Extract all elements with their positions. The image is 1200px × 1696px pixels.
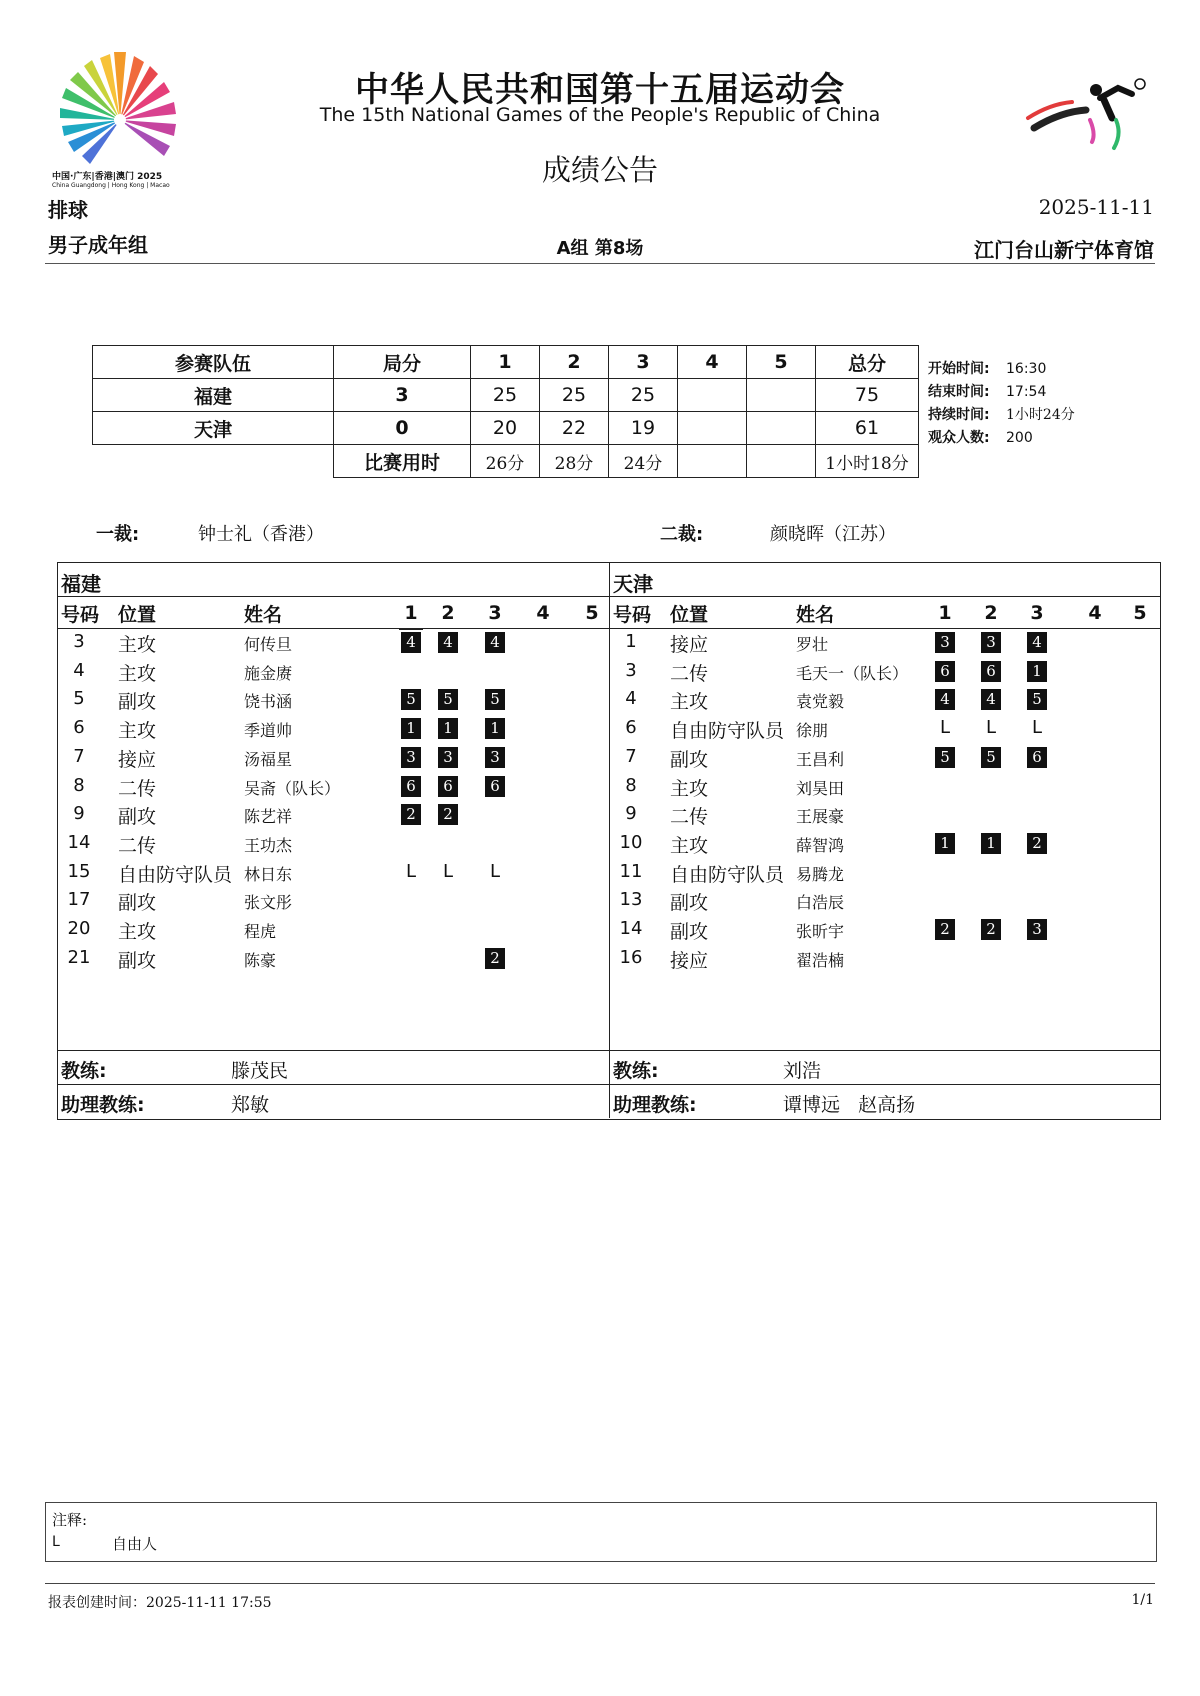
notes-label: 注释: bbox=[52, 1511, 88, 1529]
player-name: 陈艺祥 bbox=[244, 807, 293, 827]
report-date: 2025-11-11 bbox=[1038, 195, 1154, 219]
page-title-en: The 15th National Games of the People's Republic of China bbox=[319, 104, 881, 126]
logo-text-cn: 中国·广东|香港|澳门 2025 bbox=[52, 172, 163, 182]
player-number: 4 bbox=[625, 688, 637, 710]
col-header-set-4: 4 bbox=[1088, 602, 1102, 624]
player-row bbox=[57, 829, 609, 857]
set-score: 20 bbox=[471, 412, 540, 445]
set-score bbox=[678, 379, 747, 412]
player-position: 主攻 bbox=[118, 662, 157, 685]
starting-position-badge: 5 bbox=[438, 689, 458, 710]
score-table bbox=[92, 345, 919, 478]
player-name: 施金赓 bbox=[244, 663, 293, 683]
venue-label: 江门台山新宁体育馆 bbox=[974, 238, 1154, 262]
player-number: 8 bbox=[625, 774, 637, 796]
player-number: 3 bbox=[625, 659, 637, 681]
player-row bbox=[57, 628, 609, 656]
player-name: 王展豪 bbox=[796, 807, 845, 827]
player-number: 21 bbox=[67, 946, 91, 968]
player-position: 主攻 bbox=[670, 777, 709, 800]
sets-won: 3 bbox=[334, 379, 471, 412]
player-position: 接应 bbox=[670, 949, 709, 972]
starting-position-badge: 4 bbox=[485, 632, 505, 653]
starting-position-badge: 6 bbox=[1027, 747, 1047, 768]
player-number: 10 bbox=[619, 831, 643, 853]
starting-position-badge: 3 bbox=[401, 747, 421, 768]
category-label: 男子成年组 bbox=[48, 233, 148, 257]
starting-position-badge: 4 bbox=[401, 632, 421, 653]
col-header-position: 位置 bbox=[670, 604, 709, 626]
roster-team-name: 天津 bbox=[613, 572, 653, 596]
player-row bbox=[609, 743, 1161, 771]
coach-name: 滕茂民 bbox=[231, 1060, 289, 1082]
player-row bbox=[57, 944, 609, 972]
end-time: 结束时间: 17:54 bbox=[928, 384, 1047, 400]
first-referee-label: 一裁: bbox=[96, 524, 140, 545]
volleyball-icon bbox=[1020, 76, 1150, 156]
assistant-coach-name: 郑敏 bbox=[231, 1094, 270, 1116]
player-row bbox=[57, 657, 609, 685]
starting-position-badge: 1 bbox=[981, 833, 1001, 854]
player-name: 王昌利 bbox=[796, 749, 845, 769]
notes-box bbox=[45, 1502, 1157, 1562]
player-number: 8 bbox=[73, 774, 85, 796]
col-header-set-1: 1 bbox=[404, 602, 418, 624]
time-row bbox=[93, 445, 919, 478]
starting-position-badge: 3 bbox=[438, 747, 458, 768]
footer-divider bbox=[45, 1583, 1155, 1584]
start-time: 开始时间: 16:30 bbox=[928, 361, 1047, 377]
player-position: 副攻 bbox=[118, 949, 157, 972]
set-score bbox=[747, 412, 816, 445]
player-name: 徐朋 bbox=[796, 721, 829, 741]
set-score: 19 bbox=[609, 412, 678, 445]
starting-position-badge: 6 bbox=[401, 776, 421, 797]
player-position: 主攻 bbox=[670, 834, 709, 857]
notes-desc: 自由人 bbox=[112, 1535, 158, 1553]
starting-position-badge: 2 bbox=[401, 804, 421, 825]
team-name: 福建 bbox=[93, 379, 334, 412]
player-row bbox=[609, 685, 1161, 713]
player-position: 二传 bbox=[670, 806, 709, 829]
player-number: 14 bbox=[67, 831, 91, 853]
second-referee-label: 二裁: bbox=[660, 524, 704, 545]
player-number: 5 bbox=[73, 688, 85, 710]
player-row bbox=[609, 657, 1161, 685]
coach-label: 教练: bbox=[613, 1060, 659, 1082]
col-header-number: 号码 bbox=[613, 604, 652, 626]
col-header-name: 姓名 bbox=[244, 604, 283, 626]
libero-marker: L bbox=[405, 860, 417, 882]
player-position: 副攻 bbox=[118, 892, 157, 915]
player-position: 副攻 bbox=[670, 892, 709, 915]
player-position: 副攻 bbox=[118, 691, 157, 714]
starting-position-badge: 5 bbox=[401, 689, 421, 710]
starting-position-badge: 3 bbox=[935, 632, 955, 653]
player-name: 白浩辰 bbox=[796, 893, 845, 913]
player-position: 主攻 bbox=[670, 691, 709, 714]
match-label: A组 第8场 bbox=[556, 238, 644, 259]
starting-position-badge: 2 bbox=[438, 804, 458, 825]
player-row bbox=[609, 714, 1161, 742]
player-number: 3 bbox=[73, 631, 85, 652]
sport-label: 排球 bbox=[48, 198, 88, 222]
col-header-set-3: 3 bbox=[1030, 602, 1044, 624]
col-header-set-1: 1 bbox=[938, 602, 952, 624]
logo-text-en: China Guangdong | Hong Kong | Macao bbox=[52, 182, 170, 189]
header-divider bbox=[45, 263, 1155, 264]
starting-position-badge: 1 bbox=[401, 718, 421, 739]
player-position: 主攻 bbox=[118, 921, 157, 943]
starting-position-badge: 1 bbox=[485, 718, 505, 739]
player-position: 二传 bbox=[118, 777, 157, 800]
first-referee: 钟士礼（香港） bbox=[198, 524, 324, 545]
player-row bbox=[609, 944, 1161, 972]
set-score bbox=[678, 412, 747, 445]
total-time: 1小时18分 bbox=[816, 445, 919, 478]
player-row bbox=[57, 858, 609, 886]
player-row bbox=[609, 772, 1161, 800]
coach-label: 教练: bbox=[61, 1060, 107, 1082]
player-row bbox=[57, 743, 609, 771]
coach-name: 刘浩 bbox=[783, 1060, 822, 1082]
player-name: 吴斋（队长） bbox=[244, 778, 341, 798]
starting-position-badge: 1 bbox=[1027, 661, 1047, 682]
player-name: 程虎 bbox=[244, 922, 277, 941]
col-header-set-5: 5 bbox=[1133, 602, 1147, 624]
starting-position-badge: 2 bbox=[981, 919, 1001, 940]
total-points: 61 bbox=[816, 412, 919, 445]
player-position: 接应 bbox=[118, 748, 157, 771]
player-position: 自由防守队员 bbox=[670, 863, 785, 886]
player-row bbox=[57, 800, 609, 828]
player-name: 袁党毅 bbox=[796, 692, 845, 712]
score-row bbox=[93, 412, 919, 445]
player-number: 6 bbox=[625, 717, 637, 739]
set-time: 24分 bbox=[609, 445, 678, 478]
player-number: 1 bbox=[625, 631, 637, 652]
player-number: 17 bbox=[67, 889, 91, 911]
player-row bbox=[57, 772, 609, 800]
libero-marker: L bbox=[985, 717, 997, 739]
starting-position-badge: 3 bbox=[1027, 919, 1047, 940]
player-row bbox=[57, 714, 609, 742]
set-score: 25 bbox=[471, 379, 540, 412]
col-header-set-5: 5 bbox=[747, 346, 816, 379]
player-number: 9 bbox=[73, 803, 85, 825]
report-created-time: 报表创建时间：2025-11-11 17:55 bbox=[48, 1595, 272, 1611]
player-position: 副攻 bbox=[670, 921, 709, 943]
col-header-set-4: 4 bbox=[536, 602, 550, 624]
player-row bbox=[609, 829, 1161, 857]
player-row bbox=[609, 628, 1161, 656]
player-name: 易腾龙 bbox=[796, 864, 845, 884]
starting-position-badge: 4 bbox=[935, 689, 955, 710]
set-time: 26分 bbox=[471, 445, 540, 478]
assistant-coach-label: 助理教练: bbox=[613, 1094, 697, 1116]
starting-position-badge: 5 bbox=[935, 747, 955, 768]
starting-position-badge: 3 bbox=[981, 632, 1001, 653]
player-number: 7 bbox=[625, 745, 637, 767]
player-name: 翟浩楠 bbox=[796, 950, 845, 970]
col-header-set-5: 5 bbox=[585, 602, 599, 624]
player-name: 罗壮 bbox=[796, 635, 829, 654]
player-position: 接应 bbox=[670, 634, 709, 656]
team-roster-home bbox=[57, 562, 609, 1118]
player-name: 饶书涵 bbox=[244, 692, 293, 712]
player-row bbox=[57, 685, 609, 713]
col-header-set-1: 1 bbox=[471, 346, 540, 379]
player-row bbox=[609, 886, 1161, 914]
libero-marker: L bbox=[489, 860, 501, 882]
report-subtitle: 成绩公告 bbox=[541, 153, 658, 187]
second-referee: 颜晓晖（江苏） bbox=[770, 524, 896, 545]
player-number: 6 bbox=[73, 717, 85, 739]
col-header-number: 号码 bbox=[61, 604, 100, 626]
col-header-total: 总分 bbox=[816, 346, 919, 379]
player-number: 7 bbox=[73, 745, 85, 767]
set-score: 22 bbox=[540, 412, 609, 445]
team-name: 天津 bbox=[93, 412, 334, 445]
player-row bbox=[609, 800, 1161, 828]
starting-position-badge: 3 bbox=[485, 747, 505, 768]
starting-position-badge: 1 bbox=[935, 833, 955, 854]
player-name: 季道帅 bbox=[244, 721, 293, 741]
player-position: 自由防守队员 bbox=[118, 863, 233, 886]
player-name: 林日东 bbox=[244, 864, 293, 884]
page-number: 1/1 bbox=[1131, 1592, 1154, 1608]
player-name: 张文彤 bbox=[244, 893, 293, 913]
assistant-coach-name: 谭博远 赵高扬 bbox=[783, 1094, 916, 1116]
starting-position-badge: 1 bbox=[438, 718, 458, 739]
col-header-set-4: 4 bbox=[678, 346, 747, 379]
player-name: 张昕宇 bbox=[796, 922, 845, 941]
col-header-set-2: 2 bbox=[984, 602, 998, 624]
player-number: 13 bbox=[619, 889, 643, 911]
col-header-set-3: 3 bbox=[609, 346, 678, 379]
player-number: 16 bbox=[619, 946, 643, 968]
starting-position-badge: 6 bbox=[438, 776, 458, 797]
audience: 观众人数: 200 bbox=[928, 430, 1033, 446]
col-header-set-2: 2 bbox=[441, 602, 455, 624]
assistant-coach-label: 助理教练: bbox=[61, 1094, 145, 1116]
player-row bbox=[57, 886, 609, 914]
player-row bbox=[57, 915, 609, 943]
notes-key: L bbox=[52, 1534, 60, 1550]
starting-position-badge: 6 bbox=[935, 661, 955, 682]
starting-position-badge: 4 bbox=[1027, 632, 1047, 653]
col-header-position: 位置 bbox=[118, 604, 157, 626]
player-row bbox=[609, 915, 1161, 943]
time-label: 比赛用时 bbox=[334, 445, 471, 478]
starting-position-badge: 4 bbox=[981, 689, 1001, 710]
starting-position-badge: 4 bbox=[438, 632, 458, 653]
score-row bbox=[93, 379, 919, 412]
col-header-set-3: 3 bbox=[488, 602, 502, 624]
sets-won: 0 bbox=[334, 412, 471, 445]
libero-marker: L bbox=[1031, 717, 1043, 739]
libero-marker: L bbox=[939, 717, 951, 739]
player-number: 4 bbox=[73, 659, 85, 681]
player-position: 二传 bbox=[118, 834, 157, 857]
player-name: 刘昊田 bbox=[796, 778, 845, 798]
player-name: 薛智鸿 bbox=[796, 835, 845, 855]
page-title-cn: 中华人民共和国第十五届运动会 bbox=[355, 70, 845, 110]
player-number: 14 bbox=[619, 918, 643, 939]
set-score bbox=[747, 379, 816, 412]
col-header-sets: 局分 bbox=[334, 346, 471, 379]
player-position: 主攻 bbox=[118, 720, 157, 743]
set-time bbox=[747, 445, 816, 478]
player-position: 副攻 bbox=[118, 806, 157, 829]
player-number: 9 bbox=[625, 803, 637, 825]
player-row bbox=[609, 858, 1161, 886]
player-number: 11 bbox=[619, 860, 643, 882]
player-number: 15 bbox=[67, 860, 91, 882]
libero-marker: L bbox=[442, 860, 454, 882]
starting-position-badge: 5 bbox=[485, 689, 505, 710]
player-name: 汤福星 bbox=[244, 749, 293, 769]
set-score: 25 bbox=[540, 379, 609, 412]
set-score: 25 bbox=[609, 379, 678, 412]
starting-position-badge: 5 bbox=[1027, 689, 1047, 710]
player-position: 二传 bbox=[670, 662, 709, 685]
set-time: 28分 bbox=[540, 445, 609, 478]
duration: 持续时间: 1小时24分 bbox=[928, 407, 1075, 423]
player-name: 何传旦 bbox=[244, 635, 293, 654]
col-header-set-2: 2 bbox=[540, 346, 609, 379]
player-name: 陈豪 bbox=[244, 950, 277, 970]
starting-position-badge: 2 bbox=[935, 919, 955, 940]
player-name: 毛天一（队长） bbox=[796, 663, 909, 683]
player-position: 主攻 bbox=[118, 634, 157, 656]
volleyball-pictogram bbox=[1020, 76, 1150, 156]
total-points: 75 bbox=[816, 379, 919, 412]
set-time bbox=[678, 445, 747, 478]
player-position: 自由防守队员 bbox=[670, 720, 785, 743]
starting-position-badge: 2 bbox=[485, 948, 505, 969]
roster-team-name: 福建 bbox=[61, 572, 101, 596]
col-header-team: 参赛队伍 bbox=[93, 346, 334, 379]
starting-position-badge: 6 bbox=[981, 661, 1001, 682]
starting-position-badge: 5 bbox=[981, 747, 1001, 768]
player-position: 副攻 bbox=[670, 748, 709, 771]
starting-position-badge: 6 bbox=[485, 776, 505, 797]
starting-position-badge: 2 bbox=[1027, 833, 1047, 854]
player-name: 王功杰 bbox=[244, 835, 293, 855]
team-roster-away bbox=[609, 562, 1161, 1118]
player-number: 20 bbox=[67, 918, 91, 939]
col-header-name: 姓名 bbox=[796, 604, 835, 626]
